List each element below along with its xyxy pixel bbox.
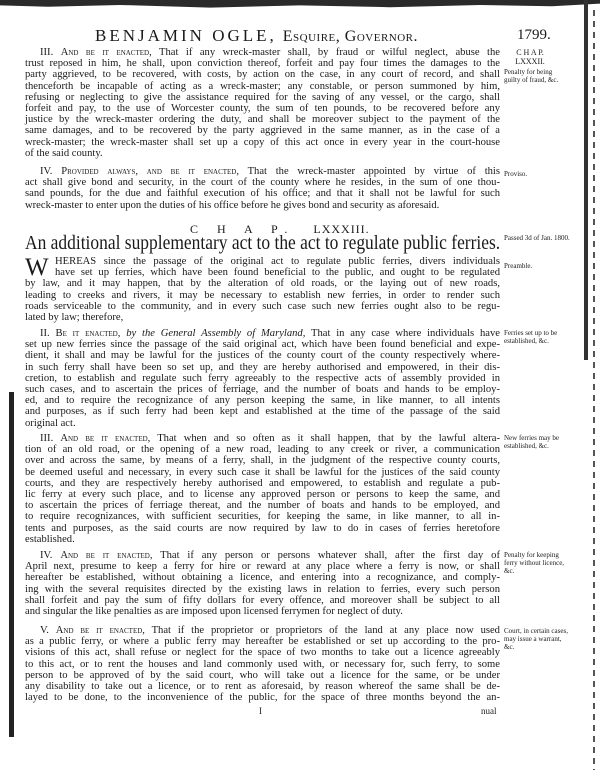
signature-mark: I [259, 706, 262, 716]
scan-right-edge [584, 0, 588, 360]
text-line: April next, presume to keep a ferry for hire or reward at any place where a ferry is now, or shall [25, 561, 500, 573]
text-line: cretion, to establish and regulate such ferry agreeably to the respective acts of assembly provided in [25, 372, 500, 384]
text-line: layed to be done, to the inconvenience of the public, for the space of three months beyond the an- [25, 692, 500, 704]
chap-label: C H A P. [190, 222, 296, 236]
section-iii-wreck-master [25, 47, 500, 159]
margin-note: New ferries may be established, &c. [504, 434, 560, 450]
text-line: thenceforth be incapable of acting as a wreck-master; any constable, or person summoned by him, [25, 80, 500, 92]
governor-title: Esquire, Governor. [282, 28, 419, 45]
section-iv-proviso [25, 166, 500, 211]
text-line: ing with the several requisites directed by the existing laws in relation to ferries, every such person [25, 583, 500, 595]
margin-note-passed: Passed 3d of Jan. 1800. [504, 234, 570, 242]
text-line: roads serviceable to the community, and in every such case such new ferries ought also to be regu- [25, 300, 500, 312]
text-line: hereafter be established, without obtaining a licence, and entering into a recognizance, and comply- [25, 572, 500, 584]
text-line: courts, and they are respectively hereby authorised and empowered, to establish and regulate a pub- [25, 477, 500, 489]
chapter-title: An additional supplementary act to the act to regulate public ferries. [25, 233, 501, 254]
enacting-clause: And be it enacted, [60, 550, 153, 561]
section-iv [25, 550, 500, 617]
section-number: IV. [40, 166, 62, 177]
text-line: trust reposed in him, he shall, upon conviction thereof, forfeit and pay four times the damages to the [25, 58, 500, 70]
text-line: tion of an old road, or the opening of a new road, leading to any creek or river, a communication [25, 444, 500, 456]
text-line: justice by the wreck-master ordering the duty, and shall be moreover subject to the payment of the [25, 114, 500, 126]
running-header [95, 26, 418, 46]
text-line: dient, it shall and may be lawful for the justices of the county court of the county respectively where- [25, 350, 500, 362]
text-line: by law, and it may happen, that by the alteration of old roads, or the laying out of new roads, [25, 278, 500, 290]
text-line [25, 166, 500, 177]
section-v [25, 625, 500, 703]
margin-note: Penalty for being guilty of fraud, &c. [504, 68, 559, 84]
text-line: to require recognizances, with sufficient securities, for keeping the same, in like manner, to all in- [25, 511, 500, 523]
line-text: That in any case where individuals have [305, 328, 500, 339]
scan-right-edge-noise [593, 10, 595, 770]
text-line: HEREAS since the passage of the original act to regulate public ferries, divers individuals [55, 256, 500, 267]
section-number: II. [40, 328, 56, 339]
section-ii [25, 328, 500, 429]
text-line: person to be approved of by the said court, who will take out a licence for the same, or be under [25, 669, 500, 681]
line-text: That if any person or persons whatever shall, after the first day of [152, 550, 500, 561]
chap-number: LXXXIII. [313, 222, 370, 236]
text-line: set up new ferries since the passage of the said original act, which have been found beneficial and expe- [25, 339, 500, 351]
section-number: IV. [40, 550, 61, 561]
enacting-authority: by the General Assembly of Maryland, [120, 328, 306, 339]
margin-note: Court, in certain cases, may issue a warrant, &c. [504, 627, 568, 651]
text-line: to this act, or to rent the houses and land commonly used with, or necessary for, such ferry, to some [25, 658, 500, 670]
section-number: V. [40, 625, 56, 636]
line-text: That if the proprietor or proprietors of the land at any place now used [144, 625, 500, 636]
text-line [25, 625, 500, 636]
text-line: lated by law; therefore, [25, 311, 124, 323]
catchword: nual [481, 706, 497, 716]
preamble [25, 256, 500, 323]
text-line: over and across the same, by means of a ferry, shall, in the judgment of the respective county courts, [25, 455, 500, 467]
text-line: sand pounds, for the due and faithful execution of his office; and that it shall not be lawful for such [25, 188, 500, 200]
text-line: shall forfeit and pay the sum of fifty dollars for every offence, and moreover shall be subject to all [25, 594, 500, 606]
section-number: III. [40, 47, 61, 58]
text-line: of the said county. [25, 147, 103, 159]
page-year: 1799. [517, 27, 551, 43]
line-text: That when and so often as it shall happen, that by the lawful altera- [150, 433, 500, 444]
text-line: visions of this act, shall refuse or neglect for the space of two months to take out a licence agreeably [25, 647, 500, 659]
text-line [25, 550, 500, 561]
text-line: leading to creeks and rivers, it may be necessary to establish new ferries, in order to render such [25, 289, 500, 301]
margin-chap-label: C H A P. [516, 48, 544, 57]
text-line: and purposes, as if such ferry had been kept and established at the time of the passage of the said [25, 406, 500, 418]
margin-note-preamble: Preamble. [504, 262, 533, 270]
text-line: established. [25, 533, 75, 545]
enacting-clause: Provided always, and be it enacted, [61, 166, 240, 177]
text-line: be deemed useful and necessary, in every such case it shall be lawful for the justices of the said county [25, 466, 500, 478]
scan-top-edge [0, 0, 600, 9]
text-line: and singular the like penalties as are imposed upon licensed ferrymen for neglect of duty. [25, 605, 403, 617]
text-line: such cases, and to ascertain the prices of ferriage, and the number of boats and hands to be employ- [25, 383, 500, 395]
text-line: wreck-master to enter upon the duties of his office before he gives bond and security as aforesaid. [25, 199, 440, 211]
margin-note: Ferries set up to be established, &c. [504, 329, 558, 345]
enacting-clause: And be it enacted, [55, 625, 145, 636]
text-line: same damages, and to be recovered by the party aggrieved in the same manner, as in the case of a [25, 125, 500, 137]
line-text: That if any wreck-master shall, by fraud or wilful neglect, abuse the [151, 47, 500, 58]
text-line: refusing or neglecting to give the assistance required for the saving of any vessel, or the cargo, shall [25, 91, 500, 103]
text-line [25, 47, 500, 58]
scan-left-binding-shadow [9, 392, 14, 737]
enacting-clause: And be it enacted, [60, 433, 151, 444]
text-line: tents and purposes, as the said courts are now required by law to do in cases of ferries heretofore [25, 522, 500, 534]
text-line: to ascertain the prices of ferriage thereat, and the number of boats and hands to be employed, and [25, 500, 500, 512]
text-line [25, 328, 500, 339]
text-line: party aggrieved, to be recovered, with costs, by action on the case, in any court of record, and shall [25, 69, 500, 81]
line-text: That the wreck-master appointed by virtue of this [239, 166, 500, 177]
text-line: original act. [25, 417, 76, 429]
section-iii [25, 433, 500, 545]
text-line [25, 433, 500, 444]
text-line: forfeit and pay, to the use of Worcester county, the sum of ten pounds, to be recovered before any [25, 102, 500, 114]
margin-note: Penalty for keeping ferry without licence, &c. [504, 551, 565, 575]
drop-cap: W [25, 254, 49, 281]
margin-note: Proviso. [504, 170, 528, 178]
text-line: in such ferry shall have been so set up, and they are hereby authorised and empowered, in their dis- [25, 361, 500, 373]
text-line: lic ferry at every such place, and to license any approved person or persons to keep the same, and [25, 488, 500, 500]
text-line: wreck-master; the wreck-master shall set up a copy of this act once in every year in the court-house [25, 136, 500, 148]
enacting-clause: And be it enacted, [60, 47, 152, 58]
text-line: act shall give bond and security, in the court of the county where he resides, in the sum of one thou- [25, 177, 500, 189]
section-number: III. [40, 433, 61, 444]
text-line: as a public ferry, or where a public ferry may hereafter be established or set up according to the pro- [25, 636, 500, 648]
margin-chap-prev [505, 48, 555, 66]
enacting-clause: Be it enacted, [55, 328, 121, 339]
margin-chap-number: LXXXII. [515, 57, 545, 66]
text-line: ed, and to require the recognizance of any person keeping the same, in like manner, to all intents [25, 395, 500, 407]
text-line: any disability to take out a licence, or to rent as aforesaid, by reason whereof the same shall be de- [25, 680, 500, 692]
text-line: have set up ferries, which have been found beneficial to the public, and ought to be regulated [55, 267, 500, 279]
governor-name: BENJAMIN OGLE, [95, 26, 277, 45]
